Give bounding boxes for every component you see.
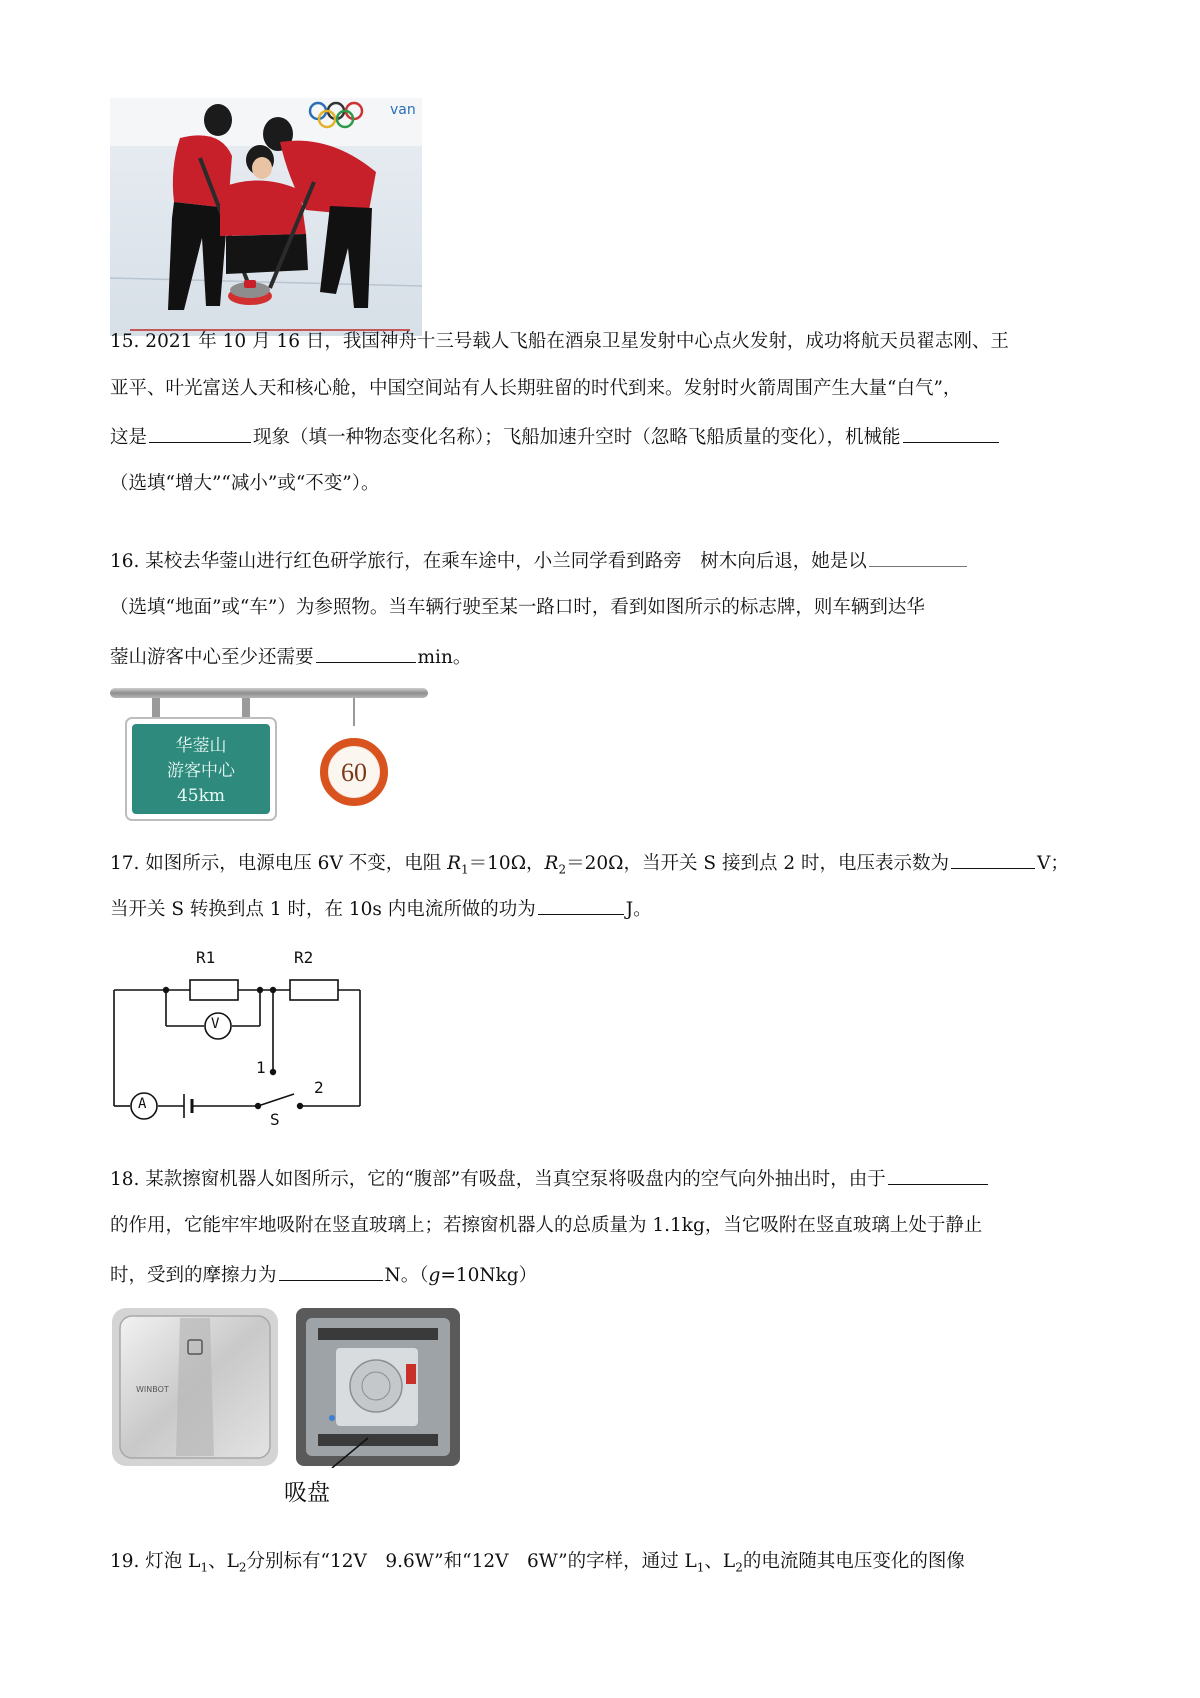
q16-answer-blank-1[interactable] xyxy=(869,546,967,567)
q15-line-4 xyxy=(110,470,380,498)
switch-contact-2 xyxy=(297,1103,303,1109)
q18-text-3a: 时，受到的摩擦力为 xyxy=(110,1265,277,1286)
q19-text-1a: 19. 灯泡 L xyxy=(110,1551,201,1572)
q19-text-1e: 的电流随其电压变化的图像 xyxy=(742,1551,965,1572)
road-sign-figure xyxy=(110,686,428,824)
label-point-1: 1 xyxy=(256,1058,266,1077)
switch-pivot xyxy=(255,1103,261,1109)
label-r1: R1 xyxy=(196,948,216,967)
robot-front-view xyxy=(112,1308,278,1466)
robot-brand-text: WINBOT xyxy=(136,1385,169,1394)
q16-line-1 xyxy=(110,546,969,576)
q19-sub-1: 1 xyxy=(200,1560,209,1575)
q17-r1-subscript: 1 xyxy=(461,862,469,877)
direction-sign-text xyxy=(132,734,270,809)
speed-limit-value: 60 xyxy=(341,758,367,787)
q17-line-1 xyxy=(110,848,1069,884)
q16-text-2: （选填“地面”或“车”）为参照物。当车辆行驶至某一路口时，看到如图所示的标志牌，则车辆到达华 xyxy=(110,597,925,618)
q15-text-3b: 现象（填一种物态变化名称）；飞船加速升空时（忽略飞船质量的变化），机械能 xyxy=(253,427,901,448)
q17-text-2a: 当开关 S 转换到点 1 时，在 10s 内电流所做的功为 xyxy=(110,899,536,920)
resistor-r2 xyxy=(290,980,338,1000)
q16-line-3 xyxy=(110,642,471,672)
q15-answer-blank-2[interactable] xyxy=(903,422,999,443)
q19-sub-3: 1 xyxy=(696,1560,705,1575)
q17-text-1d: V； xyxy=(1036,853,1069,874)
q18-text-2: 的作用，它能牢牢地吸附在竖直玻璃上；若擦窗机器人的总质量为 1.1kg，当它吸附在竖直玻璃上处于静止 xyxy=(110,1215,983,1236)
q17-r2-subscript: 2 xyxy=(558,862,567,877)
q17-r1-symbol: R xyxy=(447,853,462,874)
q19-text-1b: 、L xyxy=(208,1551,239,1572)
q15-text-4: （选填“增大”“减小”或“不变”）。 xyxy=(110,473,380,494)
q19-text-1d: 、L xyxy=(704,1551,736,1572)
q16-text-3a: 蓥山游客中心至少还需要 xyxy=(110,647,314,668)
q17-r2-symbol: R xyxy=(544,853,559,874)
q17-text-1c: ＝20Ω，当开关 S 接到点 2 时，电压表示数为 xyxy=(566,853,949,874)
sign-pole xyxy=(110,688,428,698)
label-r2: R2 xyxy=(294,948,314,967)
q19-sub-4: 2 xyxy=(735,1560,743,1575)
q16-text-1: 16. 某校去华蓥山进行红色研学旅行，在乘车途中，小兰同学看到路旁 树木向后退，她是以 xyxy=(110,551,867,572)
sign-destination-1: 华蓥山 xyxy=(175,736,227,756)
sign-destination-2: 游客中心 xyxy=(167,761,235,781)
q17-text-1a: 17. 如图所示，电源电压 6V 不变，电阻 xyxy=(110,853,448,874)
q15-text-3a: 这是 xyxy=(110,427,148,448)
svg-text:van: van xyxy=(390,102,416,118)
q18-text-1a: 18. 某款擦窗机器人如图所示，它的“腹部”有吸盘，当真空泵将吸盘内的空气向外抽出时，由于 xyxy=(110,1169,886,1190)
label-voltmeter: V xyxy=(211,1016,220,1032)
window-robot-photos xyxy=(110,1306,466,1468)
q17-text-1b: ＝10Ω， xyxy=(468,853,545,874)
q18-line-3 xyxy=(110,1260,537,1290)
switch-contact-1 xyxy=(270,1069,276,1075)
label-ammeter: A xyxy=(138,1096,147,1112)
switch-lever xyxy=(258,1094,294,1106)
q15-line-1 xyxy=(110,328,1009,356)
q18-line-1 xyxy=(110,1164,990,1194)
q17-line-2 xyxy=(110,894,652,924)
q15-text-1: 15. 2021 年 10 月 16 日，我国神舟十三号载人飞船在酒泉卫星发射中心点火发射，成功将航天员翟志刚、王 xyxy=(110,331,1009,352)
sign-distance: 45km xyxy=(176,786,226,806)
curling-photo xyxy=(110,98,422,336)
q17-answer-blank-2[interactable] xyxy=(538,894,624,915)
q17-answer-blank-1[interactable] xyxy=(951,848,1035,869)
q19-sub-2: 2 xyxy=(238,1560,247,1575)
q18-answer-blank-1[interactable] xyxy=(888,1164,988,1185)
q19-text-1c: 分别标有“12V 9.6W”和“12V 6W”的字样，通过 L xyxy=(246,1551,697,1572)
q18-answer-blank-2[interactable] xyxy=(279,1260,383,1281)
resistor-r1 xyxy=(190,980,238,1000)
q16-answer-blank-2[interactable] xyxy=(316,642,416,663)
q15-line-3 xyxy=(110,422,1001,452)
q18-line-2 xyxy=(110,1212,982,1240)
label-switch: S xyxy=(270,1110,280,1129)
q16-text-3b: min。 xyxy=(417,647,472,668)
suction-cup-caption: 吸盘 xyxy=(284,1480,330,1506)
label-point-2: 2 xyxy=(314,1078,324,1097)
q15-line-2 xyxy=(110,375,961,403)
robot-back-view xyxy=(296,1308,460,1466)
q18-g-symbol: g xyxy=(428,1265,441,1286)
q19-line-1 xyxy=(110,1548,965,1582)
q15-text-2: 亚平、叶光富送人天和核心舱，中国空间站有人长期驻留的时代到来。发射时火箭周围产生大量“白气”， xyxy=(110,378,962,399)
q18-text-3c: =10Nkg） xyxy=(440,1265,538,1286)
q18-text-3b: N。（ xyxy=(384,1265,429,1286)
q15-answer-blank-1[interactable] xyxy=(149,422,251,443)
q17-text-2b: J。 xyxy=(625,899,652,920)
q16-line-2 xyxy=(110,594,925,622)
